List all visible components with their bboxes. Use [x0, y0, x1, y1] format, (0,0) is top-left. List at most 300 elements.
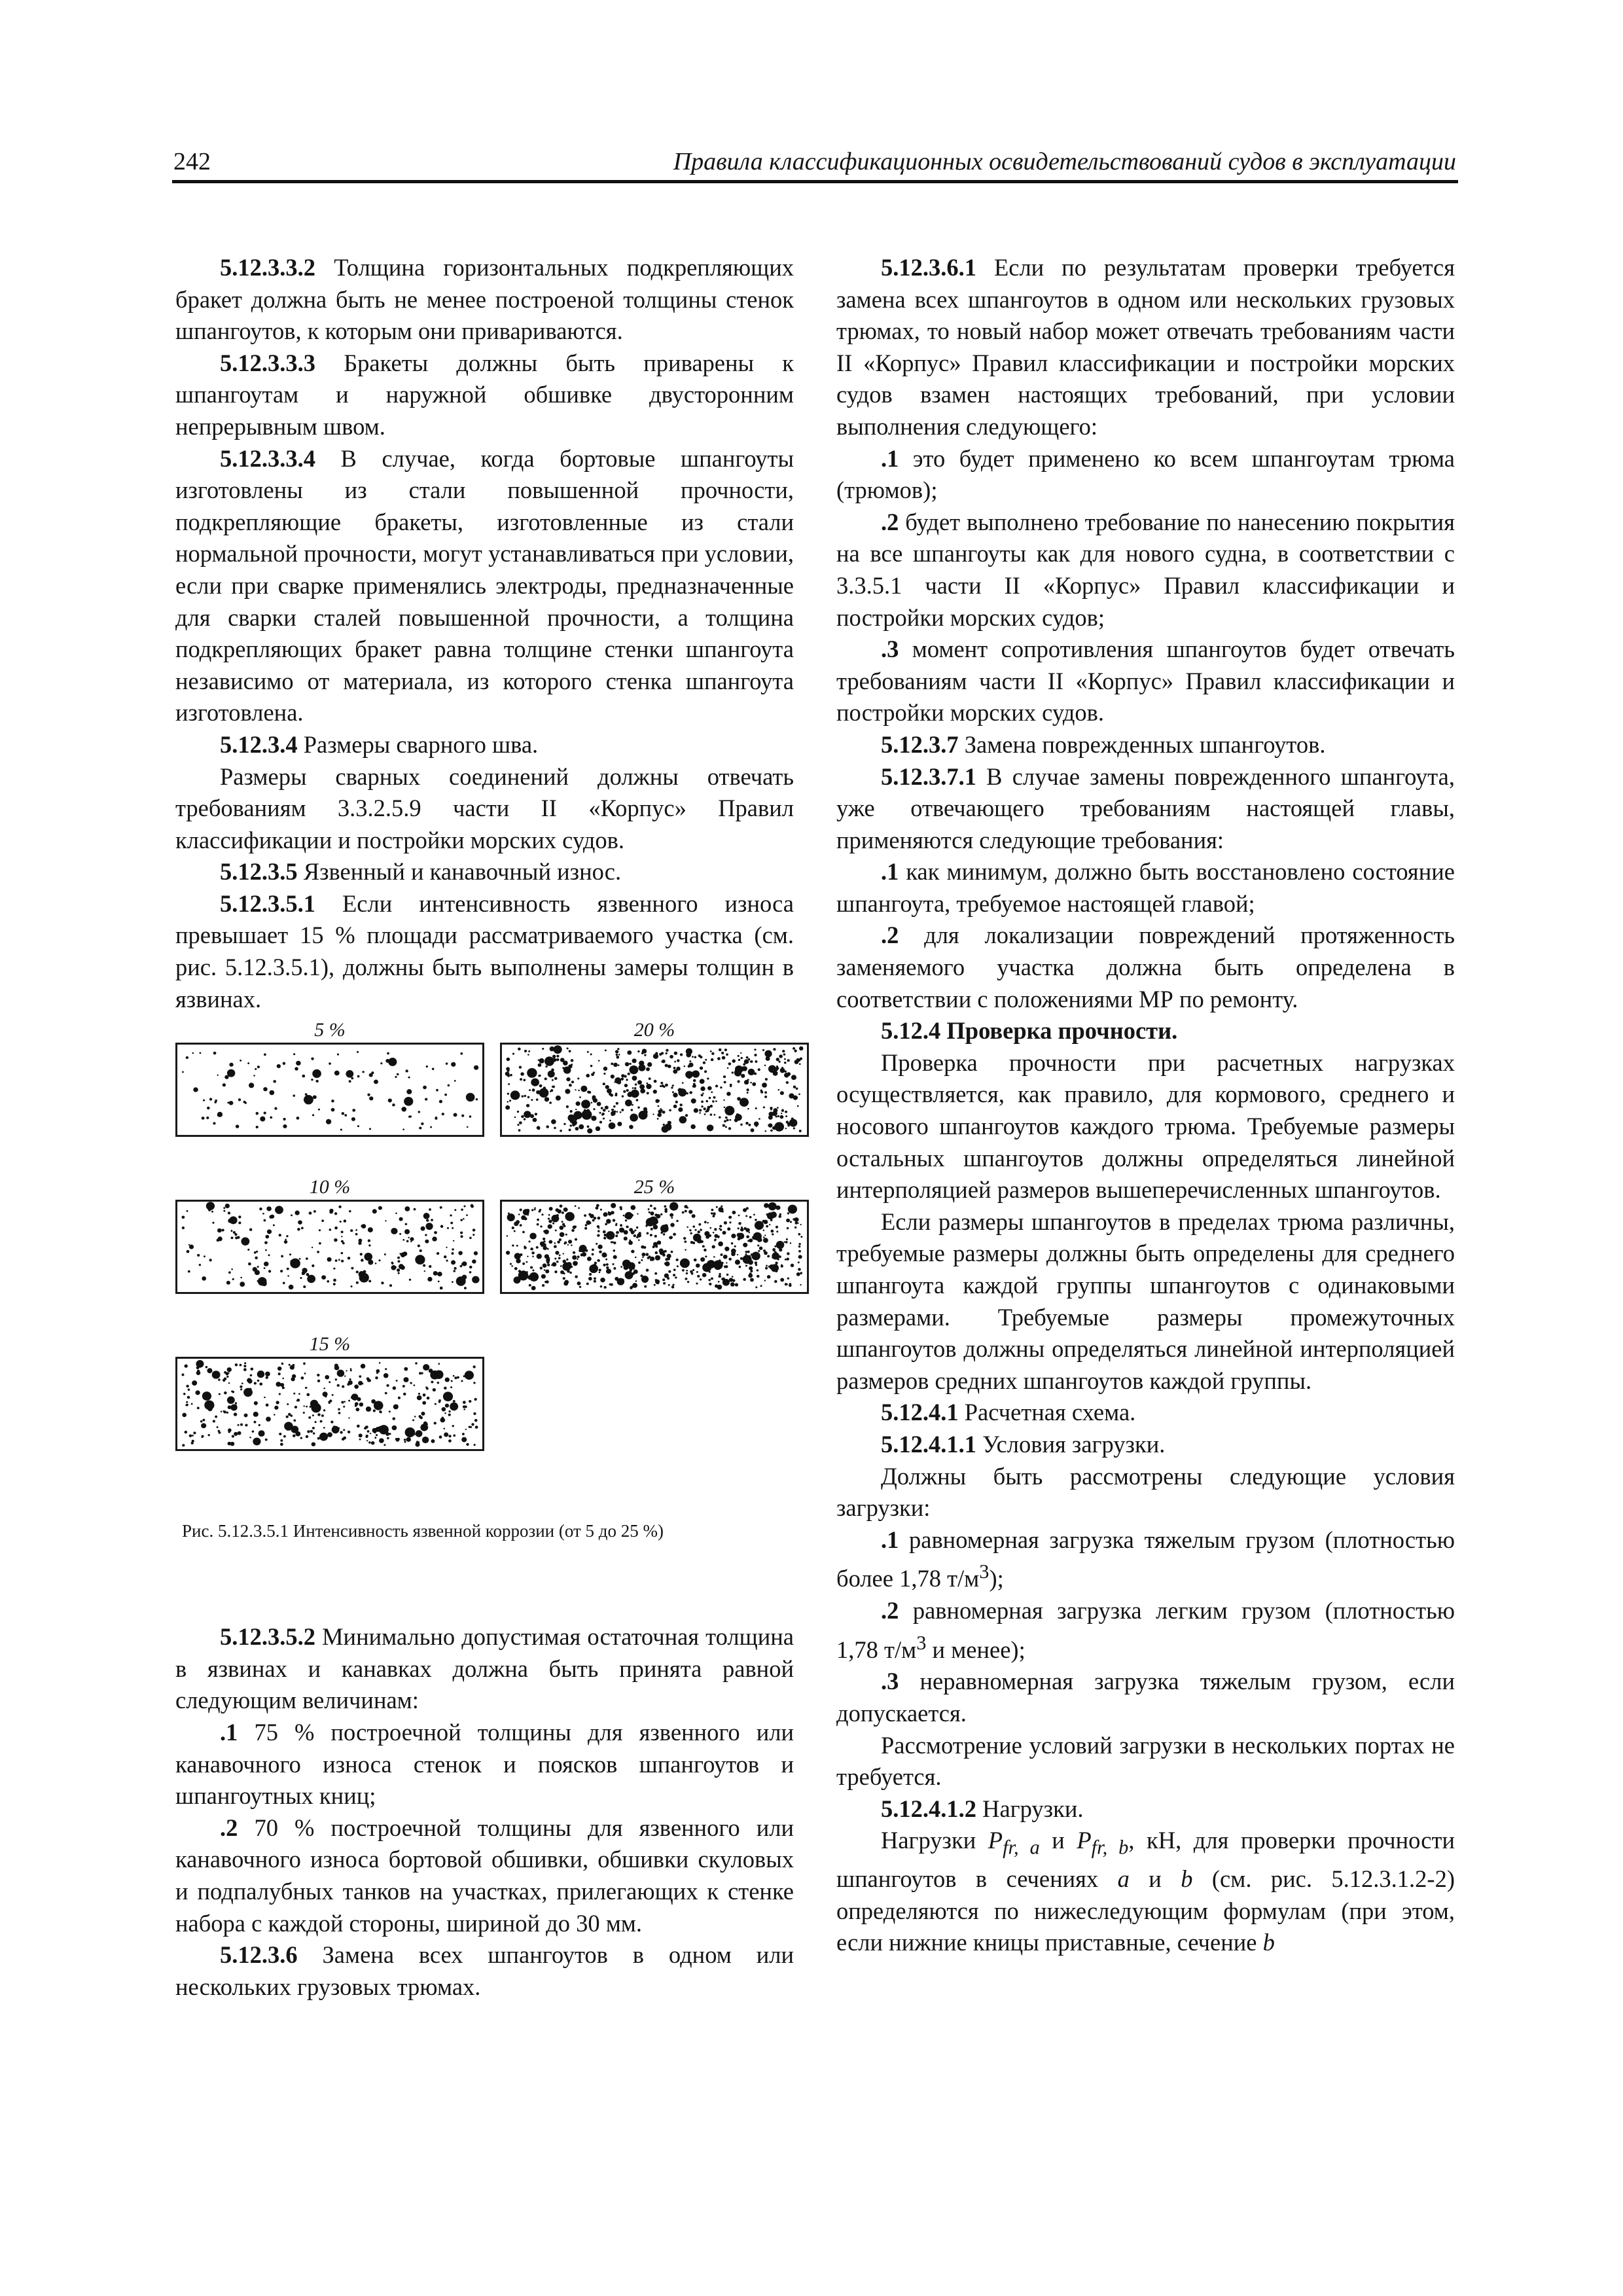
- paragraph: [836, 1825, 1455, 1959]
- pit-dot: [710, 1114, 713, 1116]
- pit-dot: [654, 1284, 656, 1286]
- pit-dot: [692, 1269, 694, 1271]
- pit-dot: [722, 1056, 726, 1060]
- pit-dot: [673, 1067, 676, 1069]
- pit-dot: [298, 1221, 302, 1225]
- pit-dot: [262, 1213, 264, 1215]
- pit-dot: [784, 1058, 786, 1060]
- pit-dot: [186, 1056, 188, 1059]
- pit-dot: [359, 1274, 362, 1276]
- pit-dot: [329, 1382, 330, 1384]
- pit-dot: [334, 1212, 337, 1215]
- pit-dot: [630, 1264, 633, 1266]
- pit-dot: [327, 1257, 332, 1262]
- pit-dot: [233, 1231, 236, 1234]
- pit-dot: [781, 1113, 782, 1114]
- paragraph-text: Замена всех шпангоутов в одном или нескольких грузовых трюмах.: [175, 1941, 794, 2000]
- pit-dot: [596, 1207, 599, 1210]
- pit-dot: [572, 1121, 577, 1126]
- pit-dot: [217, 1075, 219, 1076]
- pit-dot: [461, 1115, 464, 1117]
- pit-dot: [748, 1124, 751, 1126]
- clause-number: 5.12.4.1.1: [881, 1430, 976, 1458]
- paragraph-text: Минимально допустимая остаточная толщина в язвинах и канавках должна быть принята равной следующим величинам:: [175, 1623, 794, 1714]
- pit-dot: [631, 1250, 634, 1253]
- paragraph: [836, 1793, 1455, 1825]
- pit-dot: [795, 1222, 798, 1225]
- pit-dot: [685, 1114, 688, 1117]
- pit-dot: [750, 1270, 753, 1272]
- pit-dot: [342, 1112, 345, 1115]
- pit-dot: [264, 1054, 266, 1056]
- pit-dot: [510, 1263, 512, 1265]
- pit-dot: [774, 1122, 784, 1132]
- pit-dot: [434, 1231, 437, 1234]
- pit-dot: [559, 1238, 562, 1241]
- pit-dot: [582, 1105, 584, 1107]
- pit-dot: [785, 1111, 787, 1113]
- pit-dot: [800, 1236, 802, 1238]
- pit-dot: [669, 1213, 673, 1217]
- pit-dot: [329, 1062, 331, 1065]
- pit-dot: [685, 1210, 687, 1213]
- pit-dot: [196, 1360, 204, 1368]
- pit-dot: [243, 1369, 247, 1372]
- pit-dot: [772, 1248, 776, 1251]
- pit-dot: [406, 1089, 412, 1094]
- pit-dot: [738, 1059, 740, 1061]
- pit-dot: [516, 1245, 518, 1247]
- pit-dot: [223, 1083, 226, 1086]
- pit-dot: [253, 1438, 260, 1446]
- pit-dot: [212, 1222, 214, 1224]
- paragraph-text: и: [1039, 1827, 1077, 1854]
- pit-dot: [529, 1089, 531, 1091]
- pit-dot: [692, 1226, 695, 1228]
- pit-dot: [283, 1435, 286, 1438]
- pit-dot: [450, 1215, 452, 1217]
- pit-dot: [650, 1211, 654, 1215]
- pit-dot: [433, 1271, 438, 1276]
- pit-dot: [410, 1237, 414, 1241]
- pit-dot: [247, 1062, 249, 1064]
- pit-dot: [624, 1075, 626, 1078]
- pit-dot: [726, 1119, 729, 1122]
- pit-dot: [425, 1223, 433, 1230]
- pit-dot: [647, 1257, 650, 1259]
- pit-dot: [643, 1246, 646, 1249]
- pit-dot: [575, 1276, 578, 1278]
- pit-dot: [646, 1083, 648, 1085]
- pit-dot: [544, 1078, 547, 1081]
- pit-dot: [721, 1052, 724, 1054]
- pit-dot: [423, 1364, 429, 1371]
- pit-dot: [760, 1091, 763, 1094]
- pit-dot: [747, 1251, 750, 1253]
- clause-number: 5.12.3.4: [220, 730, 298, 758]
- paragraph: [836, 920, 1455, 1015]
- pit-dot: [366, 1440, 368, 1441]
- pit-dot: [691, 1098, 696, 1103]
- pit-dot: [283, 1062, 286, 1065]
- pit-dot: [641, 1253, 645, 1257]
- pit-dot: [768, 1052, 770, 1054]
- pit-dot: [798, 1094, 800, 1096]
- superscript: 3: [916, 1631, 927, 1654]
- pit-dot: [303, 1285, 306, 1288]
- pit-dot: [419, 1127, 421, 1130]
- pit-dot: [514, 1230, 516, 1232]
- pit-dot: [785, 1115, 787, 1117]
- pit-dot: [754, 1122, 759, 1126]
- pit-dot: [705, 1059, 707, 1061]
- pit-dot: [238, 1098, 241, 1101]
- pit-dot: [472, 1260, 476, 1264]
- pit-dot: [213, 1420, 215, 1423]
- paragraph: [836, 1730, 1455, 1793]
- pit-dot: [676, 1220, 679, 1222]
- pit-dot: [403, 1109, 405, 1111]
- pit-dot: [229, 1101, 234, 1105]
- pit-dot: [514, 1117, 516, 1118]
- pit-dot: [354, 1399, 356, 1401]
- pit-dot: [429, 1265, 431, 1268]
- pit-dot: [721, 1253, 723, 1256]
- pit-dot: [658, 1105, 660, 1107]
- pit-dot: [775, 1251, 777, 1253]
- pit-dot: [522, 1270, 525, 1273]
- pit-dot: [587, 1051, 589, 1053]
- pit-dot: [319, 1229, 321, 1231]
- pit-dot: [627, 1050, 632, 1055]
- pit-dot: [701, 1094, 704, 1097]
- pit-dot: [306, 1387, 308, 1389]
- pit-dot: [785, 1128, 787, 1129]
- pit-dot: [702, 1246, 705, 1248]
- pit-dot: [701, 1105, 703, 1107]
- page-header: [173, 147, 1456, 180]
- pit-dot: [414, 1416, 416, 1417]
- pit-dot: [688, 1076, 690, 1079]
- pit-dot: [757, 1270, 758, 1272]
- pit-dot: [662, 1254, 666, 1257]
- pit-dot: [313, 1433, 315, 1435]
- pit-dot: [777, 1258, 779, 1260]
- pit-dot: [245, 1424, 247, 1427]
- pit-dot: [750, 1082, 752, 1083]
- pit-dot: [293, 1420, 296, 1422]
- pit-dot: [350, 1229, 353, 1232]
- pit-dot: [637, 1213, 638, 1215]
- pit-dot: [719, 1049, 722, 1051]
- pit-dot: [229, 1217, 237, 1225]
- pit-dot: [367, 1380, 370, 1382]
- pit-dot: [473, 1278, 478, 1282]
- pit-dot: [651, 1228, 653, 1230]
- pit-dot: [671, 1285, 675, 1288]
- pit-dot: [605, 1085, 609, 1089]
- pit-dot: [698, 1230, 700, 1233]
- pit-dot: [755, 1287, 757, 1289]
- pit-dot: [369, 1073, 373, 1077]
- pit-dot: [297, 1228, 300, 1230]
- pit-dot: [622, 1096, 624, 1098]
- pit-dot: [344, 1401, 346, 1403]
- paragraph-text: Если интенсивность язвенного износа превышает 15 % площади рассматриваемого участка (см. рис. 5.12.3.5.1), должны быть выполнены замеры толщин в язвинах.: [175, 889, 794, 1013]
- page-number: 242: [173, 148, 211, 175]
- pitting-figure: [175, 1019, 794, 1509]
- pit-dot: [616, 1102, 618, 1105]
- pit-dot: [368, 1245, 370, 1247]
- pit-dot: [669, 1202, 678, 1211]
- pit-dot: [649, 1077, 651, 1080]
- pit-dot: [769, 1224, 770, 1225]
- pit-dot: [317, 1251, 319, 1253]
- pit-dot: [620, 1208, 622, 1210]
- pit-dot: [230, 1442, 235, 1446]
- clause-number: 5.12.3.7.1: [881, 762, 976, 790]
- pit-dot: [338, 1206, 341, 1208]
- pit-dot: [757, 1236, 762, 1240]
- pit-dot: [626, 1079, 628, 1081]
- pit-dot: [274, 1406, 278, 1410]
- pit-dot: [691, 1071, 695, 1075]
- pit-dot: [781, 1067, 783, 1069]
- pit-dot: [294, 1406, 297, 1408]
- pit-dot: [565, 1089, 570, 1094]
- pit-dot: [343, 1406, 345, 1408]
- paragraph-text: момент сопротивления шпангоутов будет отвечать требованиям части II «Корпус» Правил классификации и постройки морских судов.: [836, 636, 1455, 726]
- pit-dot: [317, 1374, 319, 1376]
- pit-dot: [182, 1227, 185, 1229]
- pit-dot: [193, 1432, 196, 1435]
- pit-dot: [700, 1086, 705, 1091]
- pit-dot: [700, 1067, 703, 1070]
- pit-dot: [298, 1393, 300, 1395]
- pit-dot: [776, 1231, 778, 1233]
- pit-dot: [774, 1246, 776, 1247]
- pit-dot: [680, 1103, 683, 1106]
- pit-dot: [743, 1278, 746, 1281]
- pit-dot: [410, 1382, 412, 1384]
- pit-dot: [192, 1435, 194, 1437]
- pit-dot: [793, 1047, 795, 1050]
- pit-dot: [465, 1429, 467, 1430]
- pit-dot: [609, 1093, 612, 1096]
- pit-dot: [585, 1225, 588, 1227]
- pit-dot: [575, 1206, 577, 1208]
- section-letter: b: [1181, 1865, 1193, 1893]
- pit-dot: [737, 1233, 741, 1238]
- pit-dot: [422, 1437, 429, 1443]
- pit-dot: [234, 1413, 238, 1416]
- pit-dot: [597, 1217, 601, 1220]
- pit-dot: [290, 1415, 293, 1417]
- pit-dot: [392, 1103, 395, 1106]
- pit-dot: [700, 1079, 705, 1085]
- pit-dot: [280, 1270, 283, 1272]
- pit-dot: [563, 1208, 568, 1212]
- pit-dot: [575, 1109, 577, 1110]
- pit-dot: [397, 1257, 400, 1259]
- pit-dot: [608, 1212, 612, 1216]
- clause-number: .2: [881, 1597, 899, 1624]
- pit-dot: [745, 1060, 747, 1062]
- pit-dot: [371, 1441, 375, 1444]
- pit-dot: [304, 1095, 313, 1104]
- pit-dot: [294, 1211, 299, 1215]
- pit-dot: [757, 1275, 760, 1278]
- paragraph-text: как минимум, должно быть восстановлено состояние шпангоута, требуемое настоящей главой;: [836, 858, 1455, 917]
- pit-dot: [544, 1057, 554, 1066]
- pit-dot: [306, 1406, 308, 1408]
- pit-dot: [466, 1443, 469, 1446]
- pit-dot: [663, 1124, 665, 1126]
- pit-dot: [312, 1115, 314, 1117]
- pit-dot: [710, 1105, 713, 1107]
- pit-dot: [385, 1392, 387, 1395]
- pit-dot: [268, 1255, 270, 1257]
- pit-dot: [293, 1393, 295, 1395]
- pit-dot: [730, 1084, 732, 1086]
- paragraph: [175, 1812, 794, 1939]
- pit-dot: [660, 1232, 663, 1234]
- paragraph-text: Проверка прочности при расчетных нагрузках осуществляется, как правило, для кормового, среднего и носового шпангоутов каждого трюма. Требуемые размеры остальных шпангоутов должны определяться линейной интерполяцией размеров вышеперечисленных шпангоутов.: [836, 1049, 1455, 1204]
- pit-dot: [609, 1122, 616, 1129]
- pit-dot: [776, 1067, 779, 1070]
- pit-dot: [423, 1393, 426, 1397]
- pit-dot: [205, 1366, 208, 1368]
- pit-dot: [776, 1241, 785, 1249]
- paragraph-text: для локализации повреждений протяженность заменяемого участка должна быть определена в соответствии с положениями МР по ремонту.: [836, 922, 1455, 1013]
- pit-dot: [624, 1215, 628, 1218]
- pit-dot: [644, 1054, 646, 1056]
- pit-dot: [440, 1371, 442, 1374]
- pit-dot: [656, 1281, 660, 1284]
- pit-dot: [474, 1398, 476, 1401]
- pit-dot: [534, 1208, 536, 1209]
- pit-dot: [385, 1220, 386, 1221]
- pit-dot: [639, 1085, 645, 1090]
- pit-dot: [469, 1271, 472, 1273]
- pit-dot: [604, 1255, 607, 1257]
- pit-dot: [745, 1122, 749, 1124]
- pit-dot: [308, 1416, 311, 1419]
- pit-dot: [609, 1283, 612, 1285]
- pit-dot: [247, 1249, 249, 1251]
- pit-dot: [334, 1364, 338, 1368]
- pit-dot: [470, 1426, 472, 1428]
- pit-dot: [584, 1215, 586, 1217]
- pit-dot: [254, 1382, 257, 1385]
- pit-dot: [587, 1126, 590, 1128]
- pit-dot: [280, 1443, 283, 1446]
- pit-dot: [212, 1371, 221, 1378]
- paragraph-text: );: [989, 1565, 1004, 1592]
- pit-dot: [777, 1115, 779, 1117]
- pit-dot: [749, 1216, 752, 1219]
- pit-dot: [646, 1269, 649, 1272]
- pit-dot: [393, 1405, 399, 1410]
- pitting-panel-10: [175, 1176, 484, 1294]
- pit-dot: [571, 1229, 575, 1232]
- pit-dot: [766, 1056, 770, 1061]
- pit-dot: [630, 1114, 638, 1122]
- pit-dot: [281, 1363, 284, 1365]
- pit-dot: [770, 1107, 772, 1109]
- pit-dot: [640, 1088, 645, 1093]
- pit-dot: [780, 1068, 785, 1073]
- pit-dot: [391, 1263, 393, 1265]
- pit-dot: [569, 1124, 572, 1126]
- pit-dot: [738, 1055, 740, 1057]
- pit-dot: [385, 1429, 387, 1432]
- pit-dot: [348, 1417, 349, 1418]
- pit-dot: [457, 1376, 459, 1379]
- pit-dot: [241, 1238, 249, 1246]
- pit-dot: [463, 1375, 465, 1377]
- pit-dot: [645, 1253, 649, 1257]
- pit-dot: [765, 1130, 767, 1132]
- pit-dot: [734, 1246, 736, 1247]
- pit-dot: [507, 1093, 509, 1095]
- pit-dot: [266, 1376, 268, 1379]
- pit-dot: [250, 1374, 253, 1376]
- pit-dot: [539, 1209, 541, 1211]
- pit-dot: [291, 1426, 299, 1433]
- pit-dot: [509, 1100, 511, 1102]
- pit-dot: [463, 1218, 465, 1219]
- pit-dot: [200, 1052, 202, 1054]
- pit-dot: [342, 1386, 344, 1388]
- pit-dot: [506, 1067, 510, 1071]
- clause-number: 5.12.3.7: [881, 730, 959, 758]
- pit-dot: [393, 1386, 397, 1390]
- pit-dot: [448, 1435, 451, 1437]
- pit-dot: [655, 1052, 658, 1055]
- pit-dot: [698, 1054, 701, 1057]
- pit-dot: [593, 1072, 595, 1074]
- pit-dot: [575, 1089, 576, 1090]
- pit-dot: [427, 1397, 430, 1400]
- pit-dot: [680, 1119, 683, 1122]
- pit-dot: [296, 1400, 298, 1401]
- pit-dot: [726, 1255, 727, 1257]
- pit-dot: [228, 1272, 231, 1274]
- pit-dot: [348, 1431, 350, 1433]
- pit-dot: [388, 1099, 392, 1103]
- pit-dot: [511, 1265, 513, 1266]
- formula-variable: P: [1077, 1827, 1092, 1854]
- pit-dot: [517, 1124, 519, 1126]
- pit-dot: [609, 1120, 611, 1122]
- pit-dot: [724, 1247, 729, 1251]
- pit-dot: [647, 1062, 652, 1067]
- pit-dot: [713, 1232, 715, 1233]
- pit-dot: [201, 1437, 203, 1439]
- pit-dot: [236, 1125, 240, 1128]
- pit-dot: [255, 1257, 258, 1259]
- pit-dot: [315, 1405, 317, 1406]
- pit-dot: [709, 1271, 711, 1273]
- pit-dot: [727, 1228, 730, 1231]
- pit-dot: [378, 1260, 380, 1262]
- pit-dot: [530, 1247, 533, 1250]
- pit-dot: [240, 1389, 242, 1391]
- pit-dot: [462, 1433, 465, 1435]
- pit-dot: [259, 1383, 262, 1386]
- paragraph-text: В случае, когда бортовые шпангоуты изготовлены из стали повышенной прочности, подкрепляющие бракеты, изготовленные из стали нормальной прочности, могут устанавливаться при условии, если при сварке применялись электроды, предназначенные для сварки сталей повышенной прочности, а толщина подкрепляющих бракет равна толщине стенки шпангоута независимо от материала, из которого стенка шпангоута изготовлена.: [175, 444, 794, 726]
